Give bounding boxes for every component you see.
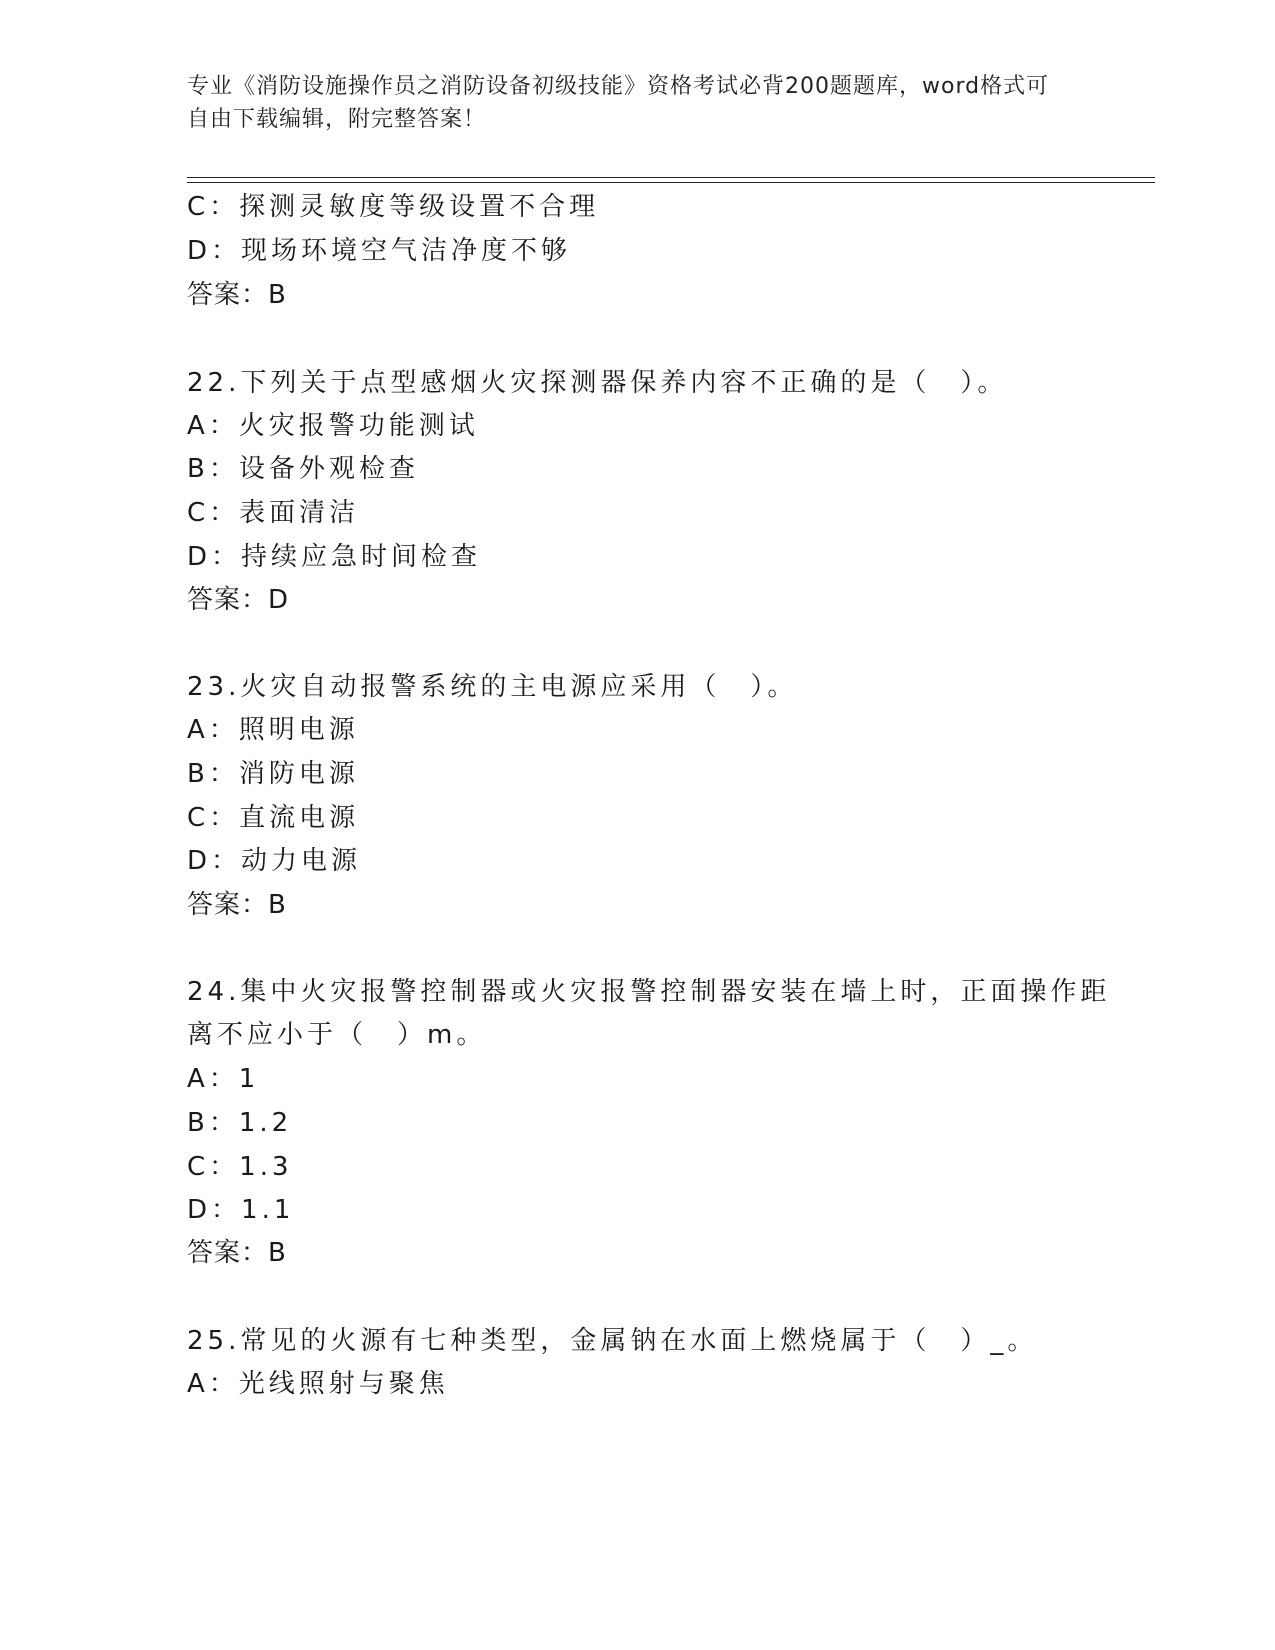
option-line: D：动力电源 [187, 846, 362, 876]
question-line: 23.火灾自动报警系统的主电源应采用（ ）。 [187, 672, 798, 702]
header-divider-bottom [187, 182, 1155, 183]
question-line-continued: 离不应小于（ ）m。 [187, 1020, 487, 1050]
answer-line: 答案：B [187, 890, 287, 920]
option-line: A：1 [187, 1064, 260, 1094]
document-header: 专业《消防设施操作员之消防设备初级技能》资格考试必背200题题库，word格式可自由下载编辑，附完整答案！ [187, 74, 1050, 132]
option-line: B：设备外观检查 [187, 454, 419, 484]
option-line: C：1.3 [187, 1152, 293, 1182]
option-line: C：探测灵敏度等级设置不合理 [187, 192, 600, 222]
answer-line: 答案：B [187, 280, 287, 310]
option-line: A：照明电源 [187, 715, 359, 745]
answer-line: 答案：D [187, 585, 290, 615]
question-line: 24.集中火灾报警控制器或火灾报警控制器安装在墙上时，正面操作距 [187, 977, 1111, 1007]
option-line: C：表面清洁 [187, 498, 360, 528]
option-line: D：持续应急时间检查 [187, 542, 482, 572]
option-line: D：现场环境空气洁净度不够 [187, 236, 572, 266]
option-line: B：1.2 [187, 1108, 293, 1138]
option-line: A：火灾报警功能测试 [187, 411, 479, 441]
option-line: D：1.1 [187, 1195, 295, 1225]
header-divider-top [187, 177, 1155, 178]
question-line: 25.常见的火源有七种类型，金属钠在水面上燃烧属于（ ）_。 [187, 1326, 1038, 1356]
answer-line: 答案：B [187, 1238, 287, 1268]
question-line: 22.下列关于点型感烟火灾探测器保养内容不正确的是（ ）。 [187, 368, 1008, 398]
option-line: B：消防电源 [187, 759, 359, 789]
option-line: A：光线照射与聚焦 [187, 1369, 449, 1399]
option-line: C：直流电源 [187, 803, 360, 833]
